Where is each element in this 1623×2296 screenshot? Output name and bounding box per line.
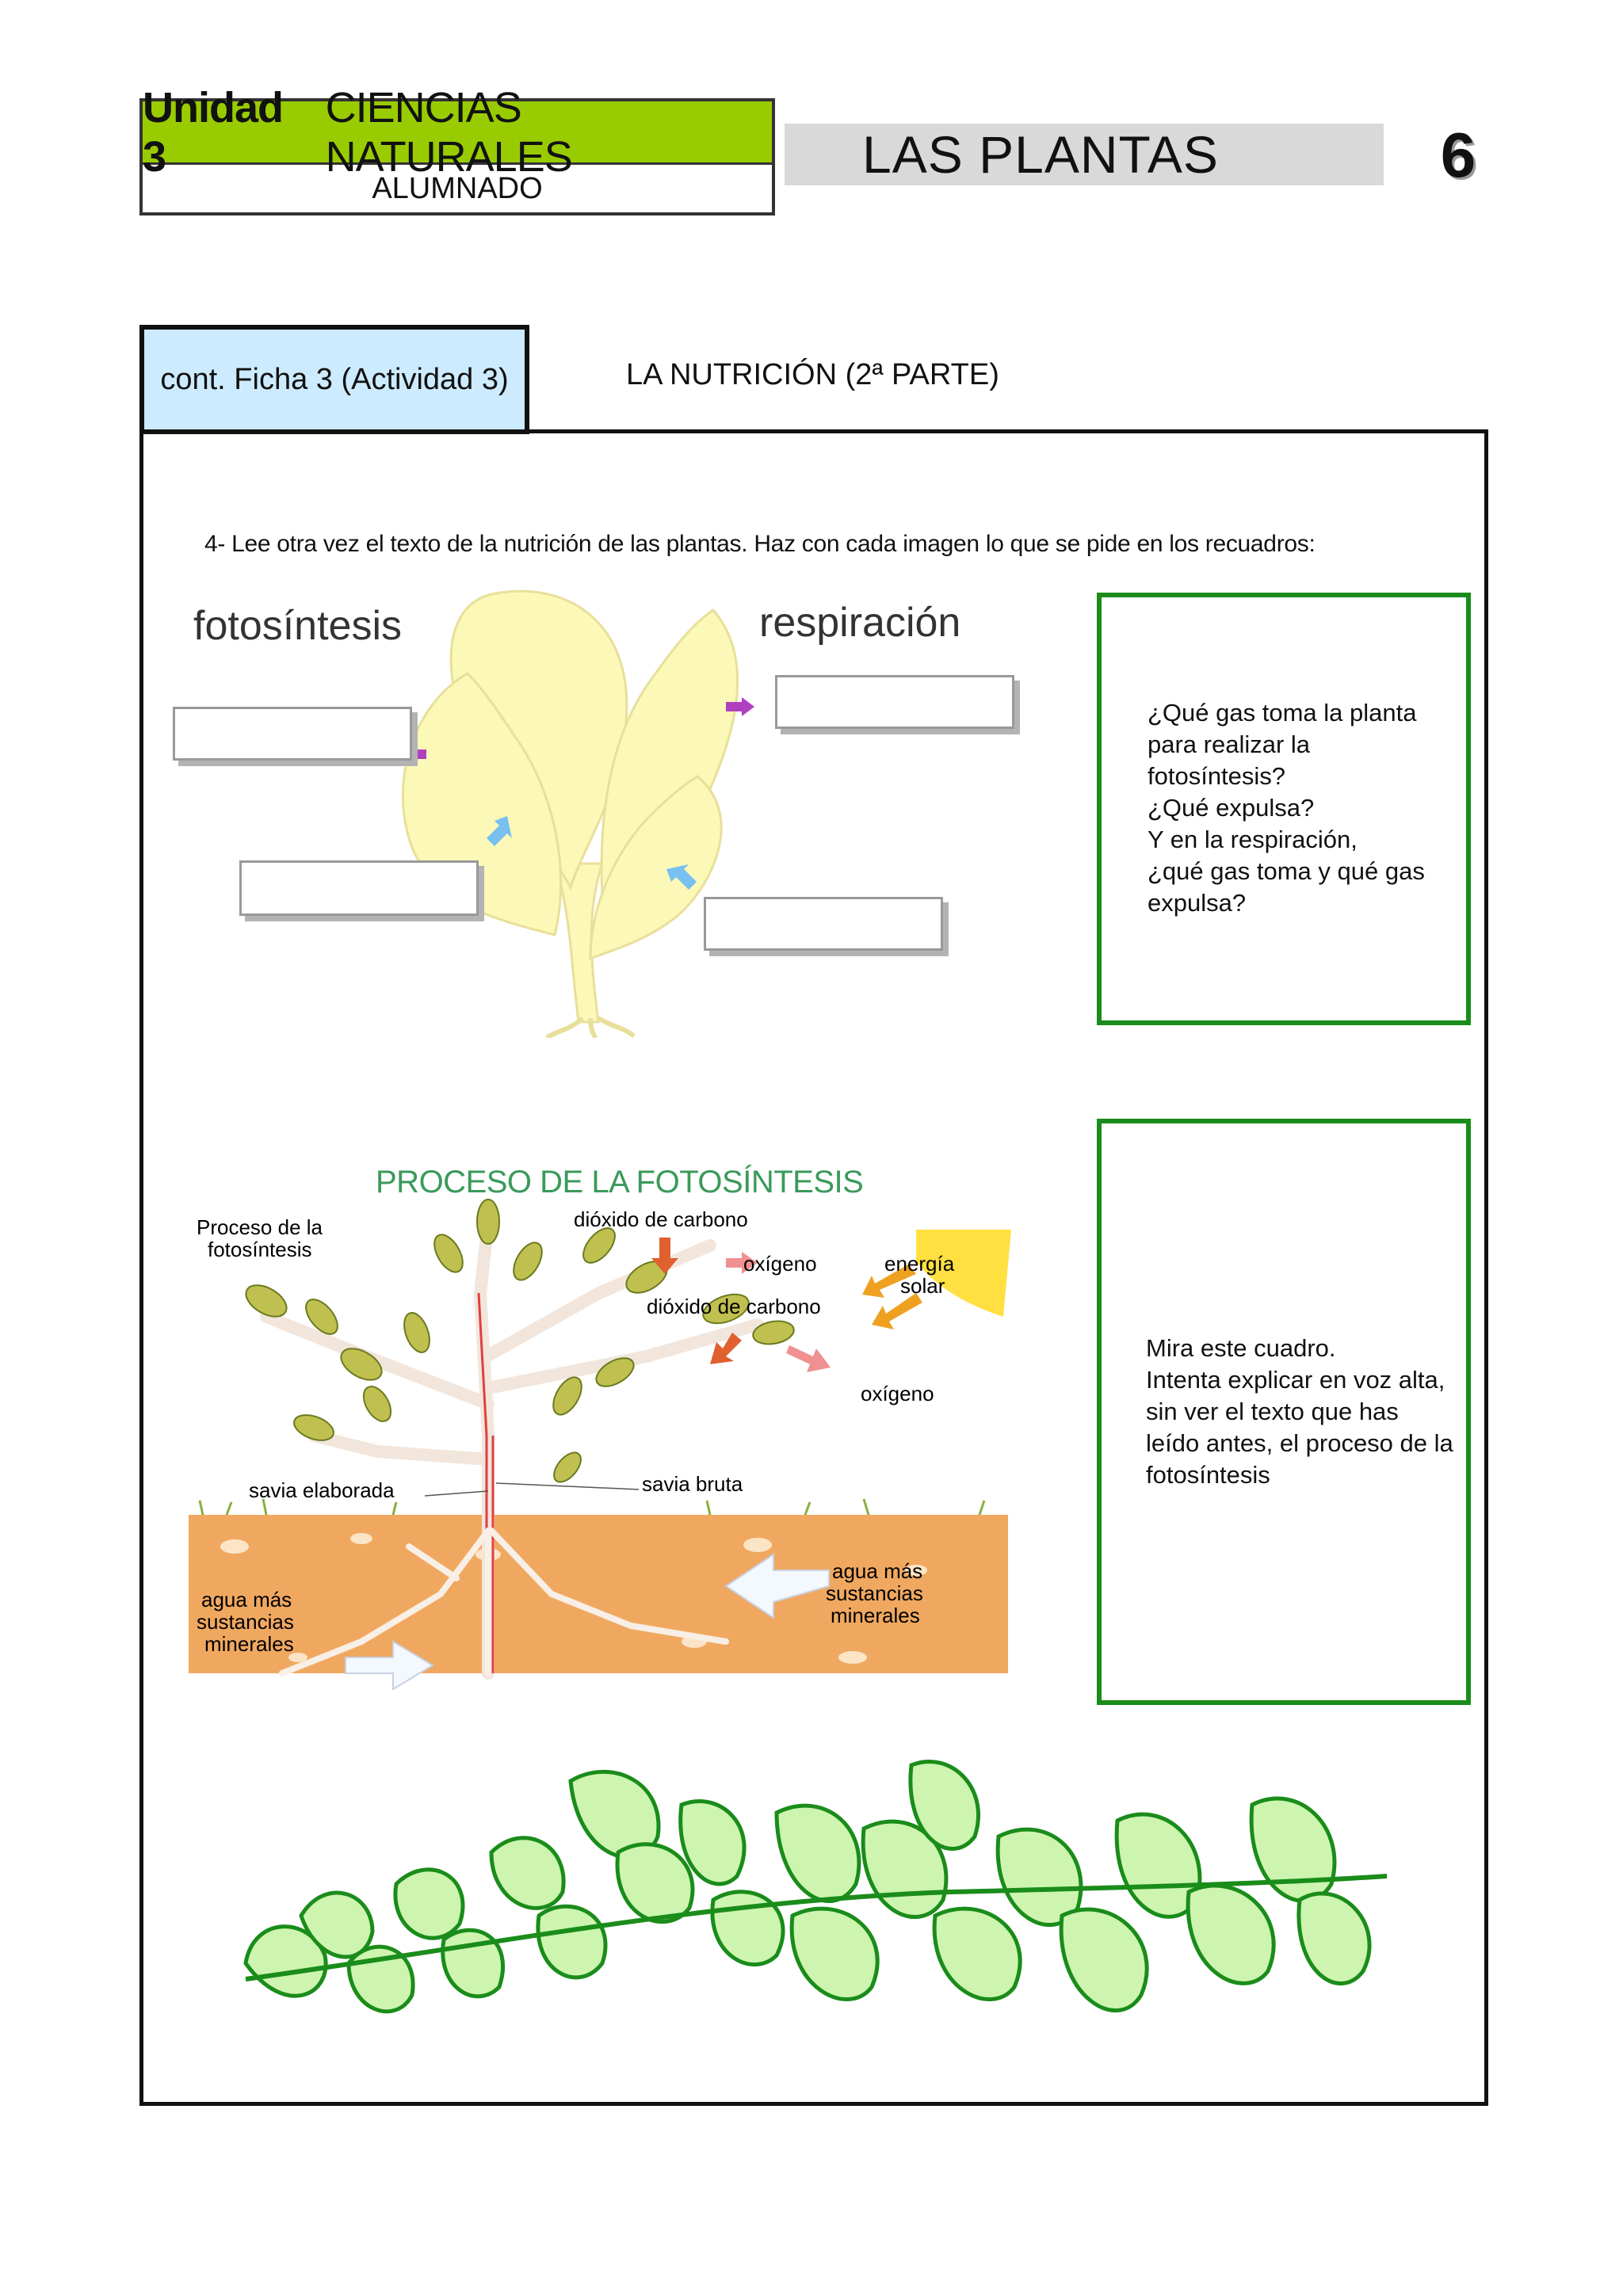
label-water-left-3: minerales: [204, 1632, 294, 1656]
audience-label: ALUMNADO: [372, 171, 543, 205]
label-water-left-1: agua más: [201, 1588, 292, 1611]
label-savia-bruta: savia bruta: [642, 1472, 743, 1496]
question-line: leído antes, el proceso de la: [1146, 1429, 1453, 1457]
decorative-vine: [238, 1757, 1395, 2058]
label-oxygen-top: oxígeno: [743, 1252, 817, 1276]
question-line: fotosíntesis: [1146, 1461, 1270, 1489]
activity-instruction: 4- Lee otra vez el texto de la nutrición de las plantas. Haz con cada imagen lo que se pide en los recuadros:: [204, 531, 1316, 557]
answer-box-fotosintesis-in[interactable]: [239, 860, 479, 916]
page-number: 6: [1440, 120, 1476, 190]
question-gases-text: [1148, 697, 1449, 919]
unit-header-box: [139, 83, 775, 215]
page-title: LAS PLANTAS: [785, 124, 1384, 185]
label-savia-elaborada: savia elaborada: [249, 1478, 395, 1502]
answer-box-respiracion-in[interactable]: [704, 897, 943, 951]
ficha-tab: cont. Ficha 3 (Actividad 3): [139, 325, 529, 434]
label-co2-mid: dióxido de carbono: [647, 1295, 821, 1318]
label-water-right-1: agua más: [832, 1559, 923, 1583]
question-line: ¿Qué expulsa?: [1148, 794, 1315, 822]
label-fotosintesis: fotosíntesis: [193, 603, 403, 649]
label-water-left-2: sustancias: [197, 1610, 294, 1634]
label-oxygen-mid: oxígeno: [861, 1382, 934, 1405]
section-topic: LA NUTRICIÓN (2ª PARTE): [626, 358, 999, 391]
question-line: Intenta explicar en voz alta,: [1146, 1366, 1445, 1394]
label-proceso-line1: Proceso de la: [197, 1215, 323, 1239]
question-line: ¿Qué gas toma la planta: [1148, 699, 1417, 727]
question-line: Mira este cuadro.: [1146, 1334, 1336, 1362]
plant-illustration: [403, 591, 737, 1038]
label-proceso-line2: fotosíntesis: [208, 1238, 312, 1261]
question-line: ¿qué gas toma y qué gas: [1148, 857, 1425, 885]
question-line: para realizar la: [1148, 730, 1311, 758]
label-energy-line2: solar: [900, 1274, 945, 1298]
label-water-right-3: minerales: [831, 1604, 920, 1627]
unit-title-bar: [143, 83, 772, 181]
unit-label: Unidad 3: [143, 83, 283, 181]
question-line: Y en la respiración,: [1148, 826, 1358, 853]
label-co2-top: dióxido de carbono: [574, 1207, 748, 1231]
label-water-right-2: sustancias: [826, 1581, 923, 1605]
photosynthesis-title: PROCESO DE LA FOTOSÍNTESIS: [376, 1165, 864, 1199]
question-line: fotosíntesis?: [1148, 762, 1286, 790]
answer-box-respiracion-out[interactable]: [775, 675, 1014, 729]
subject-label: CIENCIAS NATURALES: [325, 83, 572, 181]
answer-box-fotosintesis-out[interactable]: [173, 707, 412, 761]
question-explain-text: [1146, 1333, 1463, 1491]
label-energy-line1: energía: [884, 1252, 955, 1276]
question-line: sin ver el texto que has: [1146, 1398, 1399, 1425]
photosynthesis-diagram: [155, 1198, 1019, 1705]
question-line: expulsa?: [1148, 889, 1247, 917]
label-respiracion: respiración: [759, 600, 961, 646]
pointer-lines: [425, 1483, 639, 1496]
